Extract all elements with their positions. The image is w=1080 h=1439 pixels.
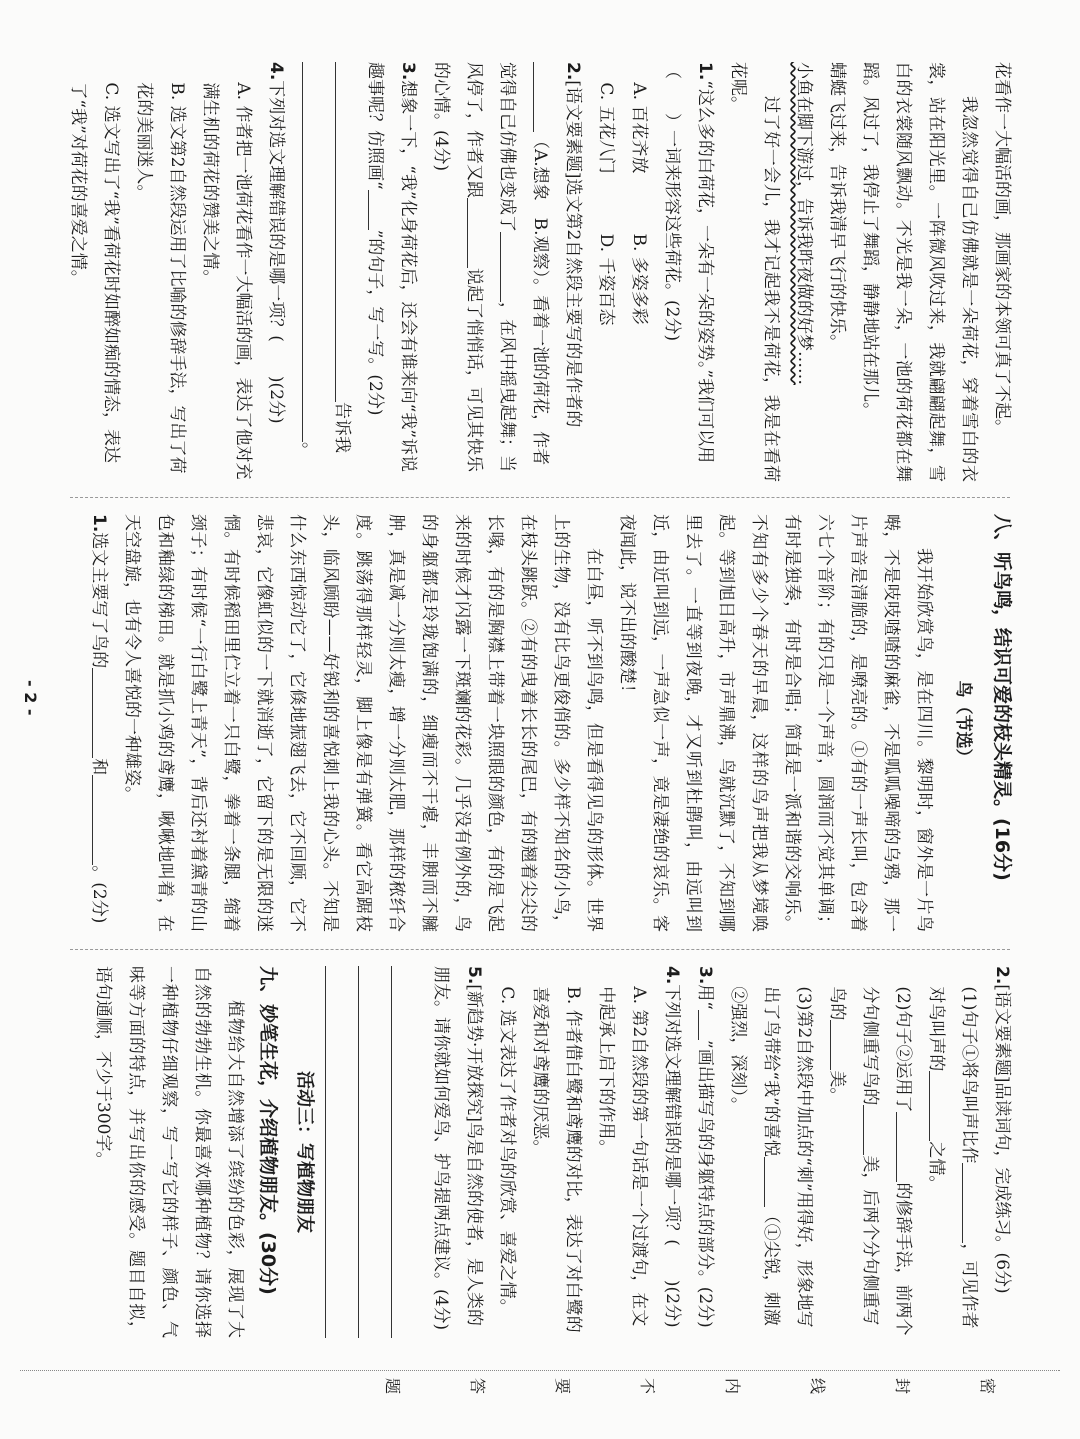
- passage-paragraph: 过了好一会儿，我才记起我不是荷花，我是在看荷花呢。: [728, 62, 781, 482]
- answer-blank[interactable]: [764, 1157, 782, 1207]
- q2-part-1: (1)句子①将鸟叫声比作，可见作者对鸟叫声的之情。: [926, 986, 979, 1329]
- passage-paragraph: 我开始欣赏鸟，是在四川。黎明时，窗外是一片鸟啭，不是吱吱喳喳的麻雀，不是呱呱噪啼的乌鸦，那一片声音是清脆的，是嘹亮的。①有的一声长叫，包含着六七个音阶；有的只是一个声音，圆润而不觉其单调；有时是独奏，有时是合唱；简直是一派和谐的交响乐。不知有多少个春天的早晨，这样的鸟声把我从梦境唤起。等到旭日高升，市声鼎沸，鸟就沉默了，不知到哪里去了。一直等到夜晚，才又听到杜鹃叫，由远叫到近，由近叫到远，一声急似一声，竟是凄绝的哀乐。客夜闻此，说不出的酸楚！: [617, 514, 934, 932]
- essay-prompt: 植物给大自然增添了缤纷的色彩，展现了大自然的勃勃生机。你最喜欢哪种植物？请你选择一种植物仔细观察，写一写它的样子、颜色、气味等方面的特点，并写出你的感受。题目自拟，语句通顺，不少于300字。: [93, 966, 245, 1338]
- margin-char: 内: [723, 1378, 742, 1395]
- option-b[interactable]: B. 选文第2自然段运用了比喻的修辞手法，写出了荷花的美丽迷人。: [134, 82, 187, 474]
- activity-title: 活动三：写植物朋友: [294, 1071, 315, 1233]
- column-lotus-passage: [18, 62, 1018, 482]
- passage-wavy-line: 小鱼在脚下游过，告诉我昨夜做的好梦……: [794, 62, 814, 385]
- cut-line-text: [382, 1378, 1000, 1394]
- section-title: 九、妙笔生花，介绍植物朋友。(30分): [257, 966, 279, 1295]
- option-d[interactable]: D. 千姿百态: [596, 233, 616, 326]
- question-3: 3.想象一下，“我”化身荷花后，还会有谁来向“我”诉说趣事呢？仿照画“”的句子，写一写。(2分): [365, 62, 418, 473]
- page-number: - 2 -: [21, 680, 40, 716]
- margin-char: 要: [553, 1378, 572, 1395]
- answer-blank[interactable]: [929, 1071, 947, 1141]
- q2-part-3: (3)第2自然段中加点的“刺”用得好，形象地写出了鸟带给“我”的喜悦（①尖锐，刺激 ②强烈，深刻）。: [728, 986, 814, 1343]
- option-c[interactable]: C. 选文写出了“我”看荷花时如醉如痴的情态，表达了“我”对荷花的喜爱之情。: [68, 82, 121, 463]
- answer-line[interactable]: [325, 966, 358, 1338]
- question-1: 1.“这么多的白荷花，一朵有一朵的姿势。”我们可以用（ ）一词来形容这些荷花。(2分): [662, 62, 715, 464]
- option-a[interactable]: A. 第2自然段的第一句话是一个过渡句，在文中起承上启下的作用。: [596, 986, 649, 1327]
- q2-part-2: (2)句子②运用了的修辞手法，前两个分句侧重写鸟的美，后两个分句侧重写鸟的美。: [827, 986, 913, 1336]
- margin-char: 线: [808, 1378, 827, 1395]
- answer-blank[interactable]: [863, 1105, 881, 1155]
- answer-blank[interactable]: [92, 668, 110, 758]
- margin-char: 题: [383, 1378, 402, 1395]
- margin-char: 封: [893, 1378, 912, 1395]
- margin-char: 答: [468, 1378, 487, 1395]
- margin-char: 不: [638, 1378, 657, 1395]
- answer-blank[interactable]: [962, 1163, 980, 1243]
- wavy-line-sample: [368, 190, 386, 230]
- answer-blank[interactable]: [467, 198, 485, 268]
- question-4: 4.下列对选文理解错误的是哪一项？( )(2分): [266, 62, 286, 424]
- column-questions-essay: [18, 966, 1018, 1343]
- question-3: 3.用“”画出描写鸟的身躯特点的部分。(2分): [695, 966, 715, 1328]
- q1-options-row-2: [589, 62, 622, 482]
- binding-margin: [20, 1352, 1060, 1422]
- question-2: 2.[语文要素题]品读词句，完成练习。(6分): [992, 966, 1012, 1294]
- passage-paragraph: 在白昼，听不到鸟鸣，但是看得见鸟的形体。世界上的生物，没有比鸟更俊俏的。多少样不知名的小鸟，在枝头跳跃。②有的曳着长长的尾巴，有的翘着尖尖的长喙，有的是胸襟上带着一块照眼的颜色，有的是飞起来的时候才闪露一下斑斓的花彩。几乎没有例外的，鸟的身躯都是玲珑饱满的，细瘦而不干瘪，丰腴而不臃肿，真是减一分则太瘦，增一分则太肥，那样的秾纤合度。跳荡得那样轻灵，脚上像是有弹簧。看它高踞枝头，临风顾盼——好锐利的喜悦刺上我的心头。不知是什么东西惊动它了，它倏地振翅飞去，它不回顾，它不悲哀，它像虹似的一下就消逝了，它留下的是无限的迷惘。有时候稻田里伫立着一只白鹭，拳着一条腿，缩着颈子；有时候“一行白鹭上青天”，背后还衬着黛青的山色和釉绿的梯田。就是抓小鸡的鸢鹰，啾啾地叫着，在天空盘旋，也有令人喜悦的一种雄姿。: [122, 514, 604, 932]
- cut-line: [20, 1370, 1060, 1371]
- option-b[interactable]: B. 作者借白鹭和鸢鹰的对比，表达了对白鹭的喜爱和对鸢鹰的厌恶。: [530, 986, 583, 1333]
- question-5: 5.[新趋势·开放探究]鸟是自然的使者，是人类的朋友。请你就如何爱鸟、护鸟提两点建议。(4分): [431, 966, 484, 1331]
- wavy-line-sample: [698, 1010, 716, 1040]
- answer-blank[interactable]: [533, 62, 551, 132]
- answer-blank[interactable]: [302, 62, 320, 442]
- q1-options-row-1: [622, 62, 655, 482]
- answer-line[interactable]: [391, 966, 424, 1338]
- section-title: 八、听鸟鸣，结识可爱的枝头精灵。(16分): [991, 514, 1013, 881]
- column-bird-passage: [18, 514, 1018, 932]
- answer-blank[interactable]: [896, 1112, 914, 1182]
- question-4: 4.下列对选文理解错误的是哪一项？( )(2分): [662, 966, 682, 1328]
- option-c[interactable]: C. 选文表达了作者对鸟的欣赏、喜爱之情。: [497, 986, 517, 1316]
- question-2: 2.[语文要素题]选文第2自然段主要写的是作者的（A.想象 B.观察）。看着一池的荷花，作者觉得自己仿佛也变成了，在风中摇曳起舞；当风停了，作者又跟说起了悄悄话，可见其快乐的心情。(4分): [431, 62, 583, 472]
- column-divider: [70, 949, 1010, 950]
- passage-line: 蜻蜓飞过来，告诉我清早飞行的快乐。: [827, 62, 847, 351]
- answer-blank[interactable]: [335, 62, 353, 402]
- answer-blank[interactable]: [500, 232, 518, 302]
- passage-title: 鸟（节选）: [953, 680, 973, 766]
- option-a[interactable]: A. 作者把一池荷花看作一大幅活的画，表达了他对充满生机的荷花的赞美之情。: [200, 82, 253, 480]
- option-c[interactable]: C. 五花八门: [596, 82, 616, 174]
- option-b[interactable]: B. 多姿多彩: [629, 233, 649, 325]
- answer-blank[interactable]: [92, 775, 110, 865]
- column-divider: [70, 497, 1010, 498]
- q3-answer-line: 告诉我: [325, 62, 358, 482]
- answer-blank[interactable]: [830, 1020, 848, 1070]
- margin-char: 密: [978, 1378, 997, 1395]
- option-a[interactable]: A. 百花齐放: [629, 82, 649, 174]
- passage-paragraph: 我忽然觉得自己仿佛就是一朵荷花，穿着雪白的衣裳，站在阳光里。一阵微风吹过来，我就翩翩起舞，雪白的衣裳随风飘动。不光是我一朵，一池的荷花都在舞蹈。风过了，我停止了舞蹈，静静地站在那儿。: [860, 62, 979, 482]
- q3-answer-line-2: 。: [292, 62, 325, 482]
- answer-line[interactable]: [358, 966, 391, 1338]
- passage-line: 花看作一大幅活的画，那画家的本领可真了不起。: [992, 62, 1012, 436]
- question-1: 1.选文主要写了鸟的和。(2分): [89, 514, 109, 924]
